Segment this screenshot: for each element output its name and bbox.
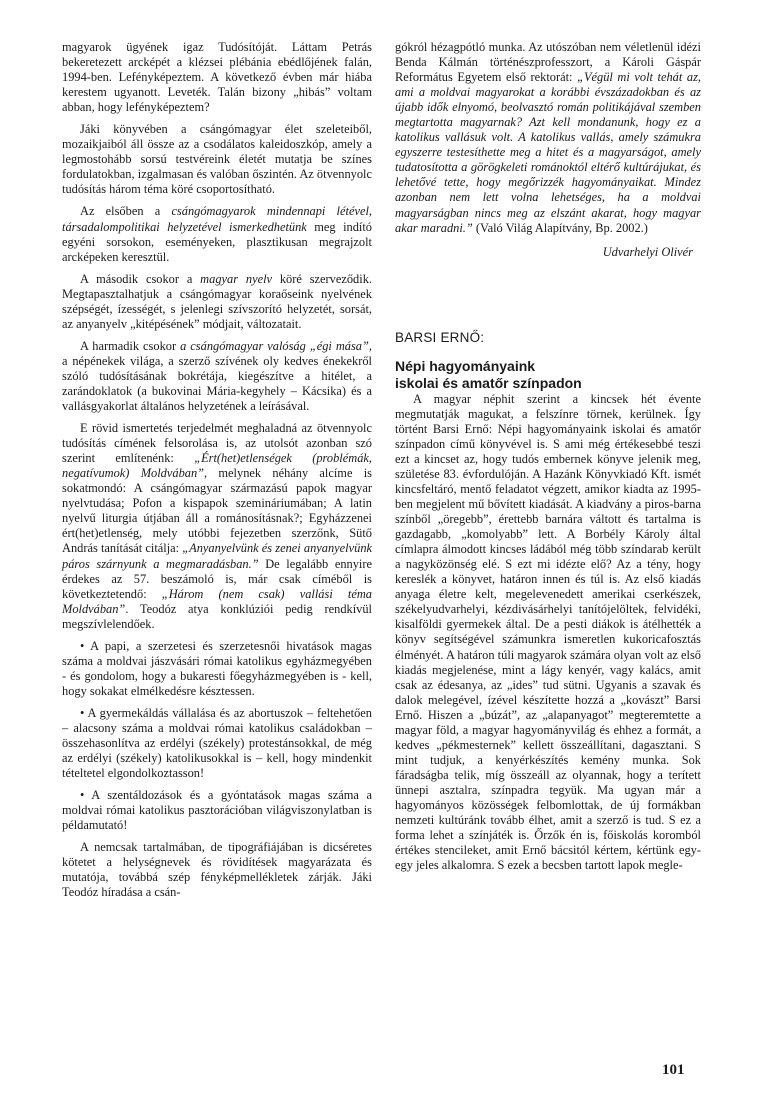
bullet-paragraph: • A szentáldozások és a gyóntatások magas száma a moldvai római katolikus pasztorációban világviszonylatban is példamutató! — [62, 788, 372, 833]
text-run: , melynek néhány alcíme is sokatmondó: A csángómagyar származású papok magyar nyelvtudása; Pofon a kispapok szemináriumában; A latin nyelvű liturgia útjában áll a románosításnak?; Egyházzenei ért(het)etlenség, mely utóbbi fejezetben szerzőnk, Sütő András tanítását citálja: — [62, 466, 372, 556]
text-run: . Teodóz atya konklúziói pedig rendkívül megszívlelendőek. — [62, 601, 372, 631]
text-run: Az elsőben a — [80, 204, 172, 219]
text-run: A második csokor a — [80, 271, 201, 286]
paragraph — [62, 272, 372, 332]
text-run: (Való Világ Alapítvány, Bp. 2002.) — [472, 220, 648, 235]
text-run: A harmadik csokor — [80, 338, 181, 353]
book-title-line: iskolai és amatőr színpadon — [395, 374, 582, 391]
text-run: köré szerveződik. Megtapasztalhatjuk a csángómagyar koraőseink nyelvének szépségét, ízességét, s jelenlegi szívszorító helyzetét, sorsát, az anyanyelv „kitépésének” módjait, változatait. — [62, 271, 372, 331]
bullet-paragraph: • A papi, a szerzetesi és szerzetesnői hivatások magas száma a moldvai jászvásári római katolikus egyházmegyében - és gondolom, hogy a bukaresti főegyházmegyében is - kell, hogy sokakat elmélkedésre késztessen. — [62, 638, 372, 698]
paragraph: A nemcsak tartalmában, de tipográfiájában is dicséretes kötetet a helységnevek és rövidítések magyarázata és mutatója, továbbá szép fényképmellékletek zárják. Jáki Teodóz híradása a csán- — [62, 840, 372, 900]
italic-quote: „Végül mi volt tehát az, ami a moldvai magyarokat a korábbi évszázadokban és az újabb idők elnyomó, beolvasztó román politikájával szemben megtartotta magyarnak? Azt kell mondanunk, hogy ez a katolikus vallásuk volt. A katolikus vallás, amely számukra egyszerre testesíthette meg a hitet és a magyarságot, amely tudatosította a görögkeleti románoktól eltérő kultúrájukat, és lehetővé tette, hogy megőrizzék hagyományaikat. Mindez azonban nem lett volna lehetséges, ha a moldvai magyarságban nincs meg az elszánt akarat, hogy magyar akar maradni.” — [395, 70, 701, 235]
text-run: De legalább ennyire érdekes az 57. beszámoló is, már csak címéből is következtetendő: — [62, 556, 372, 601]
italic-run: magyar nyelv — [200, 271, 273, 286]
left-column — [62, 40, 372, 900]
text-run: gókról hézagpótló munka. Az utószóban nem véletlenül idézi Benda Kálmán történészprofesszort, a Károli Gáspár Református Egyetem első rektorát: — [395, 40, 701, 85]
italic-run: „Három (nem csak) vallási téma Moldvában” — [62, 586, 373, 616]
book-title — [395, 358, 701, 392]
italic-run: „Anyanyelvünk és zenei anyanyelvünk páros szárnyunk a megmaradásban.” — [62, 541, 373, 571]
paragraph — [62, 204, 372, 264]
text-run: E rövid ismertetés terjedelmét meghaladná az ötvennyolc tudósítás címének felsorolása is, az utolsót azonban szó szerint említenénk: — [62, 421, 372, 466]
page-number: 101 — [662, 1062, 685, 1078]
paragraph: magyarok ügyének igaz Tudósítóját. Láttam Petrás bekeretezett arcképét a klézsei plébánia ebédlőjének falán, 1994-ben. Lefényképeztem. A következő évben már hiába kerestem ugyanott. Leveték. Talán bizony „hibás” voltam abban, hogy lefényképeztem? — [62, 40, 372, 115]
italic-run: csángómagyarok mindennapi létével, társadalompolitikai helyzetével ismerkedhetünk — [62, 204, 372, 234]
book-title-line: Népi hagyományaink — [395, 357, 536, 374]
italic-run: „Ért(het)etlenségek (problémák, negatívumok) Moldvában” — [62, 451, 372, 481]
text-run: meg indító egyéni sorsokon, eseményeken, plasztikusan megrajzolt arcképeken keresztül. — [62, 219, 372, 264]
paragraph — [62, 339, 372, 414]
text-run: , a népénekek világa, a szerző szívének oly kedves énekekről szóló tudósításának bokrétája, kiegészítve a hitélet, a zarándoklatok (a bukovinai Mária-kegyhely – Kácsika) és a vallásgyakorlat általános helyzetének a leírásával. — [62, 338, 373, 414]
italic-run: a csángómagyar valóság „égi mása” — [180, 338, 369, 353]
bullet-paragraph: • A gyermekáldás vállalása és az abortuszok – feltehetően – alacsony száma a moldvai római katolikus családokban – összehasonlítva az erdélyi (székely) protestánsokkal, de még az erdélyi (székely) katolikusokkal is – kell, hogy mindenkit tételtetel elgondolkoztasson! — [62, 705, 372, 781]
right-column — [395, 40, 701, 873]
reviewer-signature: Udvarhelyi Olivér — [602, 244, 693, 259]
paragraph — [395, 40, 701, 236]
paragraph: Jáki könyvében a csángómagyar élet szeleteiből, mozaikjaiból áll össze az a csodálatos kaleidoszkóp, amely a legmostohább sorsú testvéreink életét mutatja be színes fordulatokban, izgalmasan és valóban őszintén. Az ötvennyolc tudósítás három téma köré csoportosítható. — [62, 122, 372, 197]
review-author-heading: BARSI ERNŐ: — [395, 329, 485, 345]
paragraph: A magyar néphit szerint a kincsek hét évente megmutatják magukat, a felszínre törnek, kerülnek. Így történt Barsi Ernő: Népi hagyományaink iskolai és amatőr színpadon című könyvével is. S ami még értékesebbé teszi ezt a kincset az, hogy tudós embernek könyve jelenik meg, születése 83. évfordulóján. A Hazánk Könyvkiadó Kft. ismét kincsfeltáró, mentő feladatot végzett, amikor kiadta az 1995-ben megjelent mű bővített kiadását. A kiadvány a piros-barna színből „öregebb”, érettebb barnára váltott és tartalma is gazdagabb, „komolyabb” lett. A Borbély Károly által címlapra álmodott kincses ládából még több színdarab került a nagyközönség elé. S ezt mi idézte elő? Az a tény, hogy kereslék a könyvet, határon innen és túl is. Az első kiadás anyaga életre kelt, megelevenedett amerikai cserkészek, székelyudvarhelyi, kézdivásárhelyi tanítójelöltek, felvidéki, kisalföldi gyermekek által. De a pesti diákok is átélhették a könyv segítségével számunkra ismeretlen kukoricafosztás élményét. A határon túli magyarok számára olyan volt az első kiadás megjelenése, mint a lágy kenyér, vagy kalács, amit csak az édesanya, az „ides” tud sütni. Ugyanis a szavak és dalok melegével, ízével készítette hozzá a „kovászt” Barsi Ernő. Hiszen a „búzát”, az „alapanyagot” megteremtette a magyar föld, a magyar hagyományvilág és ehhez a formát, a kedves „pékmesternek” kellett összeállítani, dagasztani. S mint tudjuk, a kenyérkészítés kemény munka. Sok fáradságba telik, míg összeáll az olyannak, hogy a terített ünnepi asztalra, színpadra tegyük. Ma ugyan már a hagyományos közösségek felbomlottak, de új formákban nemzeti kultúránk tovább élhet, amit a szerző is tud. S ez a forma lehet a színjáték is. Őrzők én is, főiskolás koromból értékes stencileket, amit Ernő bácsitól kértem, kértünk egy-egy jeles alkalomra. S ezek a becsben tartott lapok megle- — [395, 391, 701, 873]
paragraph — [62, 421, 372, 632]
